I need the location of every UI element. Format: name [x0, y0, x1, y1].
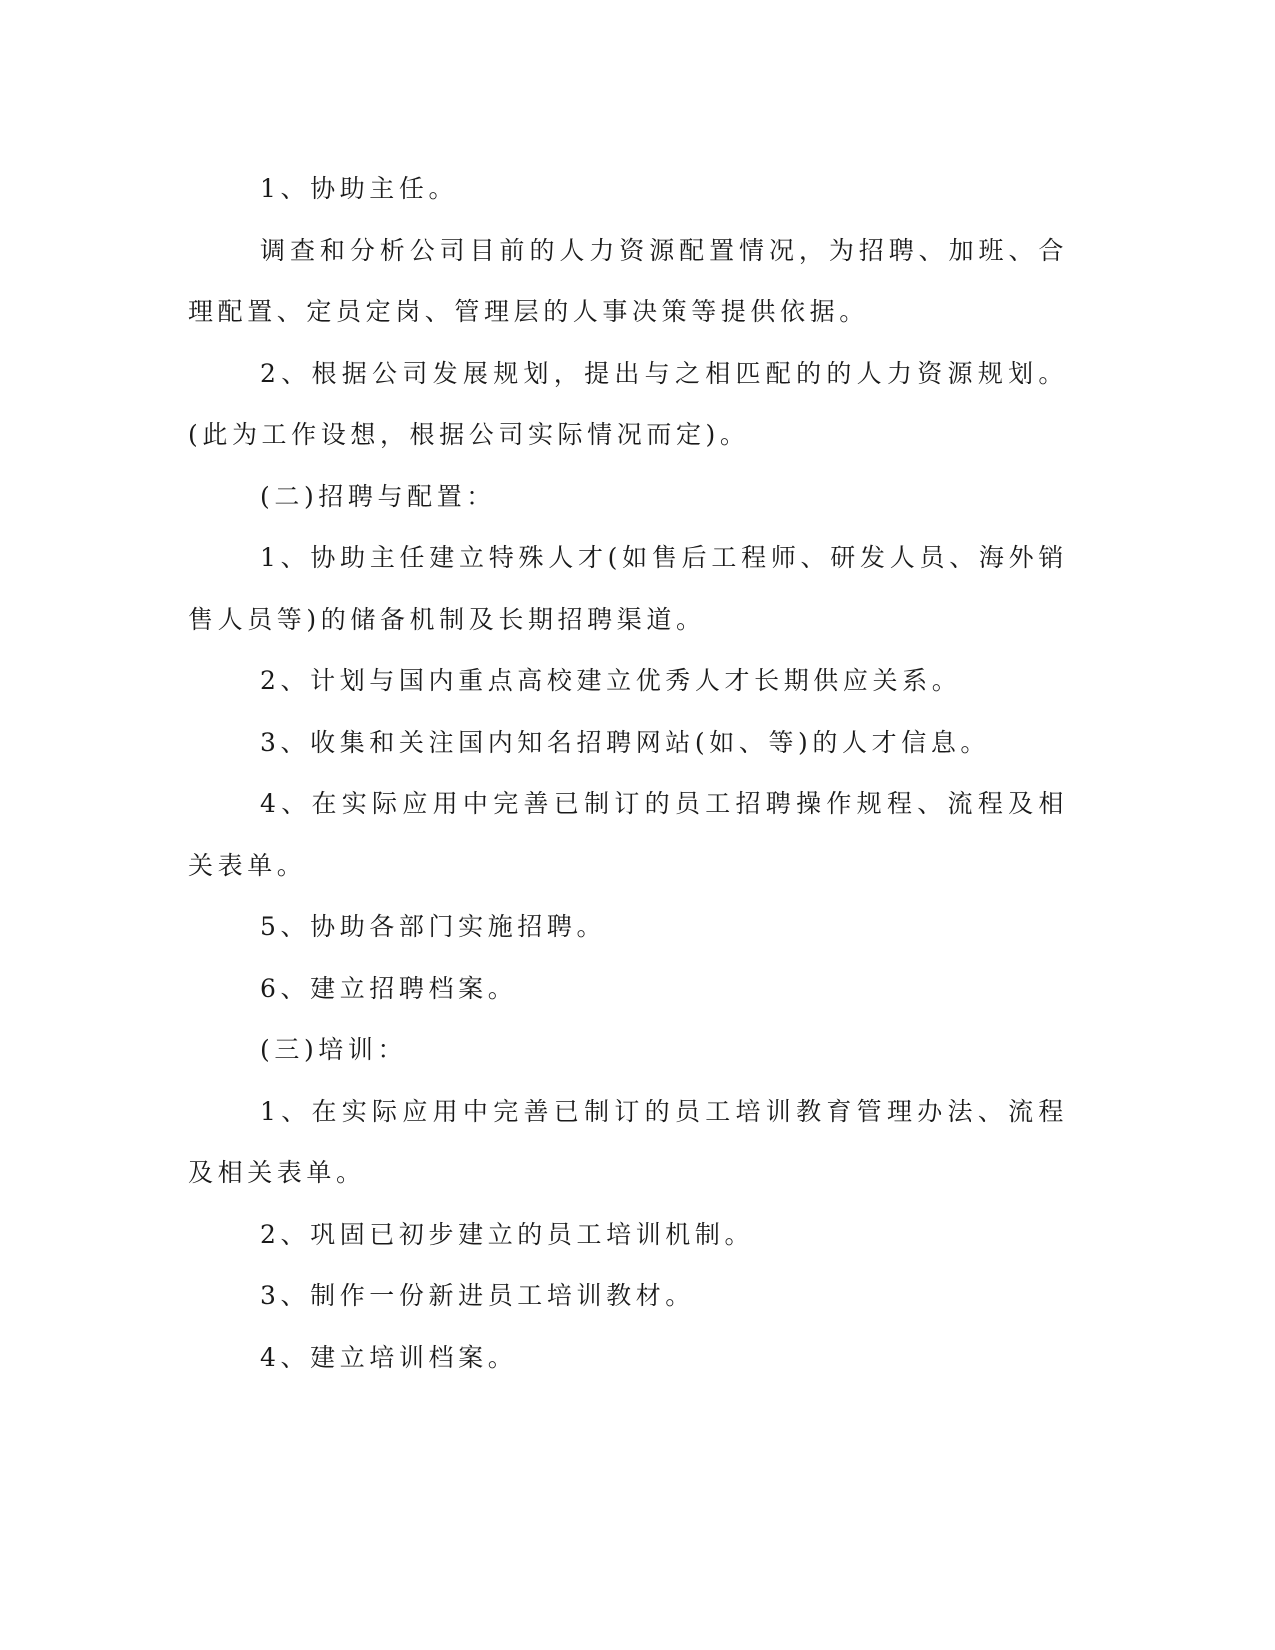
paragraph-hr-analysis: 调查和分析公司目前的人力资源配置情况，为招聘、加班、合理配置、定员定岗、管理层的人事决策等提供依据。 — [188, 235, 1068, 326]
paragraph-training-mechanism: 2、巩固已初步建立的员工培训机制。 — [260, 1219, 755, 1249]
paragraph-training-procedures: 1、在实际应用中完善已制订的员工培训教育管理办法、流程及相关表单。 — [188, 1096, 1068, 1187]
paragraph-training-materials: 3、制作一份新进员工培训教材。 — [260, 1281, 695, 1310]
paragraph-assist-director: 1、协助主任。 — [260, 174, 459, 203]
paragraph-university-supply: 2、计划与国内重点高校建立优秀人才长期供应关系。 — [260, 666, 962, 695]
paragraph-recruit-websites: 3、收集和关注国内知名招聘网站(如、等)的人才信息。 — [260, 727, 991, 757]
paragraph-training-archive: 4、建立培训档案。 — [260, 1342, 518, 1372]
section-heading-recruitment: (二)招聘与配置： — [260, 481, 496, 511]
paragraph-talent-reserve: 1、协助主任建立特殊人才(如售后工程师、研发人员、海外销售人员等)的储备机制及长期招聘渠道。 — [188, 543, 1068, 634]
section-heading-training: (三)培训： — [260, 1035, 408, 1064]
paragraph-recruit-procedures: 4、在实际应用中完善已制订的员工招聘操作规程、流程及相关表单。 — [188, 789, 1068, 880]
document-body — [188, 158, 1068, 1388]
paragraph-hr-planning: 2、根据公司发展规划，提出与之相匹配的的人力资源规划。(此为工作设想，根据公司实际情况而定)。 — [188, 358, 1068, 449]
paragraph-recruit-archive: 6、建立招聘档案。 — [260, 973, 518, 1003]
paragraph-assist-departments: 5、协助各部门实施招聘。 — [260, 912, 607, 941]
